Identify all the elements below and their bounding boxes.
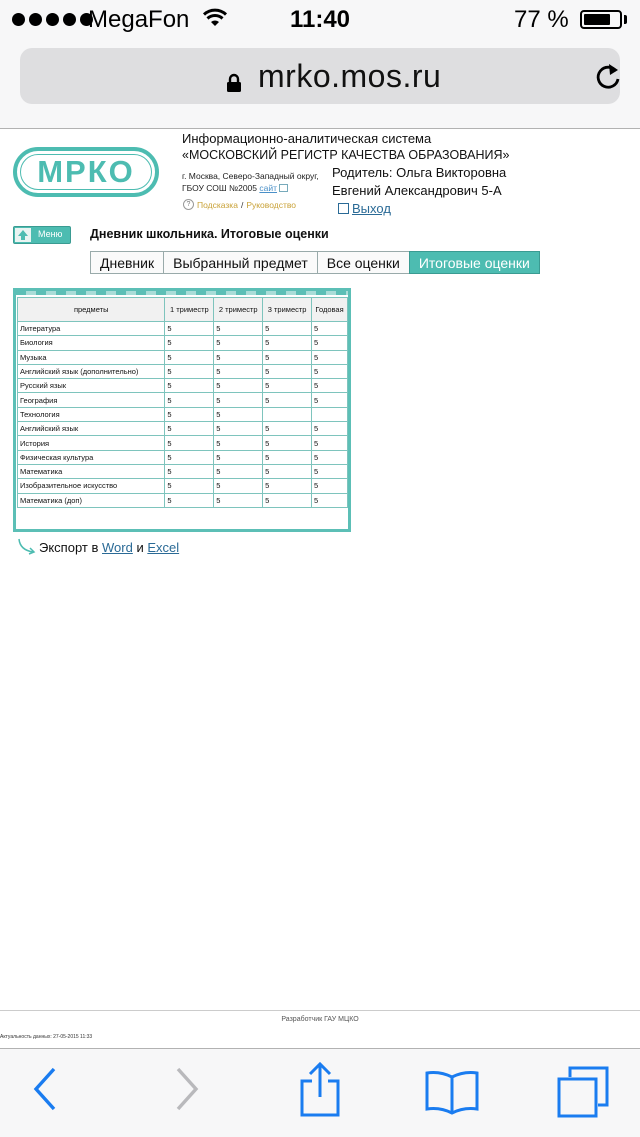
trimester-3-grade-cell: 5: [263, 422, 312, 436]
battery-icon: [580, 10, 622, 29]
battery-level-fill: [584, 14, 610, 25]
trimester-2-grade-cell: 5: [214, 379, 263, 393]
trimester-2-grade-cell: 5: [214, 464, 263, 478]
back-icon[interactable]: [30, 1065, 60, 1113]
curved-arrow-icon: [16, 538, 36, 556]
trimester-1-grade-cell: 5: [165, 493, 214, 507]
table-row: [18, 464, 348, 478]
header-subjects: предметы: [18, 298, 165, 322]
header-trimester-2: 2 триместр: [214, 298, 263, 322]
tab-all-grades[interactable]: Все оценки: [317, 251, 410, 274]
annual-grade-cell: 5: [312, 350, 348, 364]
system-name-line1: Информационно-аналитическая система: [182, 131, 432, 146]
final-grades-table: [13, 288, 351, 532]
annual-grade-cell: 5: [312, 422, 348, 436]
trimester-3-grade-cell: 5: [263, 450, 312, 464]
annual-grade-cell: 5: [312, 493, 348, 507]
table-row: [18, 493, 348, 507]
footer-divider: [0, 1010, 640, 1011]
subject-cell: Литература: [18, 322, 165, 336]
reload-icon[interactable]: [594, 62, 622, 92]
trimester-1-grade-cell: 5: [165, 436, 214, 450]
annual-grade-cell: 5: [312, 393, 348, 407]
logout-label[interactable]: Выход: [352, 201, 391, 216]
diary-tabs: [91, 251, 540, 274]
school-site-link[interactable]: сайт: [259, 183, 278, 193]
trimester-1-grade-cell: 5: [165, 364, 214, 378]
trimester-3-grade-cell: 5: [263, 436, 312, 450]
trimester-3-grade-cell: 5: [263, 479, 312, 493]
trimester-1-grade-cell: 5: [165, 464, 214, 478]
trimester-1-grade-cell: 5: [165, 379, 214, 393]
table-row: [18, 436, 348, 450]
battery-nub: [624, 15, 627, 24]
trimester-1-grade-cell: 5: [165, 336, 214, 350]
forward-icon[interactable]: [172, 1065, 202, 1113]
trimester-3-grade-cell: 5: [263, 393, 312, 407]
browser-toolbar: [0, 1048, 640, 1137]
links-separator: /: [240, 199, 244, 210]
annual-grade-cell: 5: [312, 364, 348, 378]
subject-cell: Технология: [18, 407, 165, 421]
trimester-2-grade-cell: 5: [214, 336, 263, 350]
export-links: [16, 538, 179, 556]
trimester-2-grade-cell: 5: [214, 364, 263, 378]
subject-cell: История: [18, 436, 165, 450]
trimester-3-grade-cell: 5: [263, 322, 312, 336]
trimester-3-grade-cell: 5: [263, 364, 312, 378]
logout-icon: [338, 203, 349, 214]
trimester-2-grade-cell: 5: [214, 322, 263, 336]
grades-table: [17, 297, 348, 508]
export-and: и: [136, 539, 144, 555]
trimester-1-grade-cell: 5: [165, 450, 214, 464]
export-prefix: Экспорт в: [39, 539, 99, 555]
status-bar: [0, 0, 640, 40]
annual-grade-cell: 5: [312, 379, 348, 393]
export-excel-link[interactable]: Excel: [147, 539, 180, 555]
annual-grade-cell: 5: [312, 336, 348, 350]
menu-button[interactable]: [13, 226, 71, 244]
page-title: Дневник школьника. Итоговые оценки: [90, 227, 329, 241]
bookmarks-icon[interactable]: [424, 1069, 480, 1115]
question-icon: ?: [183, 199, 194, 210]
table-row: [18, 322, 348, 336]
tab-diary[interactable]: Дневник: [90, 251, 164, 274]
school-location: г. Москва, Северо-Западный округ,: [182, 171, 319, 181]
tab-selected-subject[interactable]: Выбранный предмет: [163, 251, 318, 274]
trimester-3-grade-cell: 5: [263, 379, 312, 393]
tab-final-grades[interactable]: Итоговые оценки: [409, 251, 540, 274]
school-info: [182, 183, 288, 193]
logout-link[interactable]: [338, 201, 391, 216]
header-trimester-3: 3 триместр: [263, 298, 312, 322]
school-name: ГБОУ СОШ №2005: [182, 183, 258, 193]
browser-address-area: [0, 40, 640, 129]
subject-cell: География: [18, 393, 165, 407]
table-row: [18, 479, 348, 493]
trimester-2-grade-cell: 5: [214, 436, 263, 450]
annual-grade-cell: 5: [312, 479, 348, 493]
clock: 11:40: [289, 6, 351, 33]
system-name-line2: «МОСКОВСКИЙ РЕГИСТР КАЧЕСТВА ОБРАЗОВАНИЯ»: [182, 148, 510, 162]
trimester-3-grade-cell: 5: [263, 464, 312, 478]
lock-icon: [226, 73, 242, 93]
trimester-1-grade-cell: 5: [165, 322, 214, 336]
carrier-name: MegaFon: [88, 6, 190, 33]
table-top-border: [16, 291, 348, 295]
table-row: [18, 393, 348, 407]
table-row: [18, 407, 348, 421]
share-icon[interactable]: [298, 1061, 342, 1117]
tabs-icon[interactable]: [556, 1065, 610, 1119]
trimester-3-grade-cell: 5: [263, 493, 312, 507]
trimester-2-grade-cell: 5: [214, 350, 263, 364]
parent-name: Родитель: Ольга Викторовна: [332, 165, 507, 180]
subject-cell: Русский язык: [18, 379, 165, 393]
address-bar[interactable]: [20, 48, 620, 104]
arrow-up-icon: [15, 228, 31, 242]
guide-link[interactable]: Руководство: [246, 199, 296, 210]
table-row: [18, 364, 348, 378]
trimester-2-grade-cell: 5: [214, 393, 263, 407]
subject-cell: Английский язык (дополнительно): [18, 364, 165, 378]
table-row: [18, 450, 348, 464]
annual-grade-cell: 5: [312, 464, 348, 478]
subject-cell: Музыка: [18, 350, 165, 364]
footer-developer: Разработчик ГАУ МЦКО: [281, 1016, 359, 1023]
subject-cell: Изобразительное искусство: [18, 479, 165, 493]
header-trimester-1: 1 триместр: [165, 298, 214, 322]
annual-grade-cell: 5: [312, 436, 348, 450]
help-links: [183, 199, 296, 210]
trimester-2-grade-cell: 5: [214, 479, 263, 493]
trimester-1-grade-cell: 5: [165, 479, 214, 493]
trimester-2-grade-cell: 5: [214, 422, 263, 436]
battery-percentage: 77 %: [514, 6, 569, 33]
table-row: [18, 336, 348, 350]
table-row: [18, 379, 348, 393]
export-word-link[interactable]: Word: [102, 539, 133, 555]
footer-data-date: Актуальность данных: 27-05-2015 11:33: [0, 1034, 93, 1040]
trimester-3-grade-cell: [263, 407, 312, 421]
annual-grade-cell: 5: [312, 322, 348, 336]
trimester-2-grade-cell: 5: [214, 493, 263, 507]
table-row: [18, 422, 348, 436]
mrko-logo[interactable]: [13, 147, 159, 197]
trimester-1-grade-cell: 5: [165, 350, 214, 364]
url-text[interactable]: mrko.mos.ru: [258, 58, 442, 94]
trimester-2-grade-cell: 5: [214, 450, 263, 464]
subject-cell: Физическая культура: [18, 450, 165, 464]
trimester-3-grade-cell: 5: [263, 350, 312, 364]
annual-grade-cell: 5: [312, 450, 348, 464]
trimester-1-grade-cell: 5: [165, 422, 214, 436]
student-name: Евгений Александрович 5-А: [332, 183, 502, 198]
trimester-3-grade-cell: 5: [263, 336, 312, 350]
annual-grade-cell: [312, 407, 348, 421]
subject-cell: Математика (доп): [18, 493, 165, 507]
trimester-2-grade-cell: 5: [214, 407, 263, 421]
table-row: [18, 350, 348, 364]
external-link-icon: [279, 184, 288, 192]
hint-link[interactable]: Подсказка: [197, 199, 238, 210]
table-header-row: [18, 298, 348, 322]
menu-label: Меню: [38, 229, 63, 239]
subject-cell: Английский язык: [18, 422, 165, 436]
trimester-1-grade-cell: 5: [165, 393, 214, 407]
trimester-1-grade-cell: 5: [165, 407, 214, 421]
subject-cell: Биология: [18, 336, 165, 350]
subject-cell: Математика: [18, 464, 165, 478]
header-annual: Годовая: [312, 298, 348, 322]
logo-text: МРКО: [37, 154, 135, 189]
